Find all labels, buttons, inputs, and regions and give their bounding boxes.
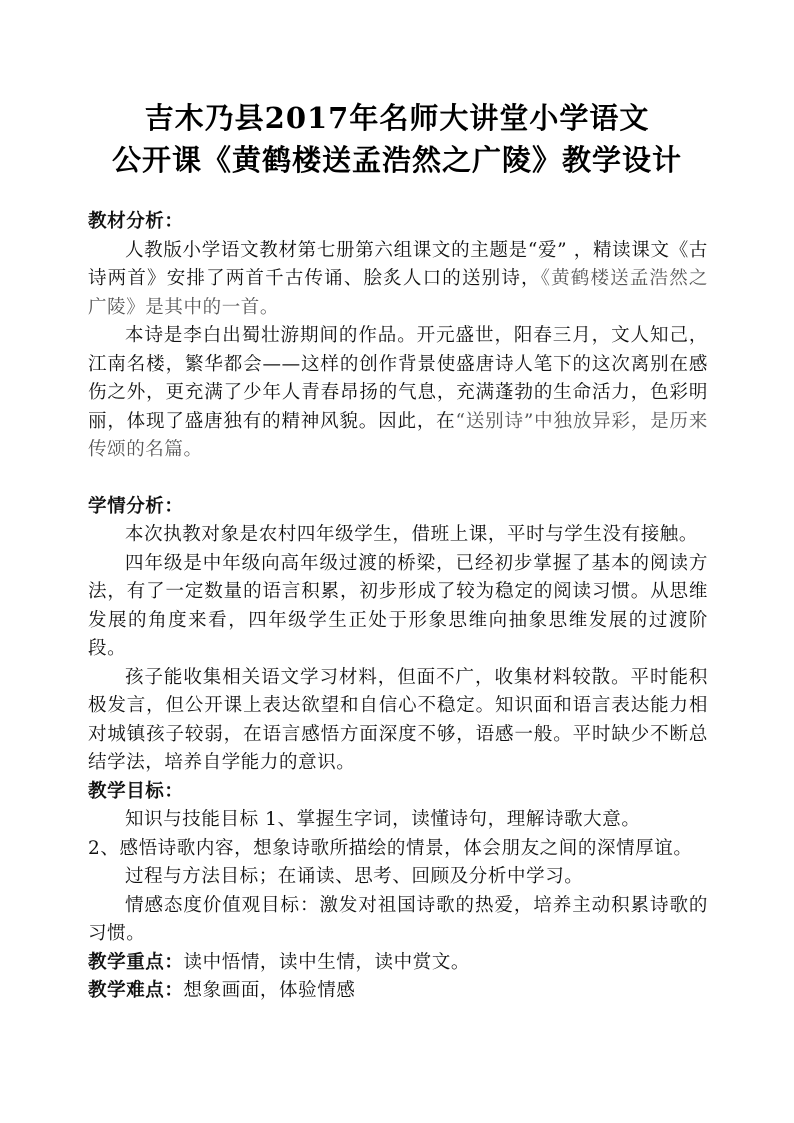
paragraph — [88, 322, 708, 465]
key-point-label: 教学重点： — [88, 951, 184, 973]
paragraph — [88, 237, 708, 323]
document-body — [88, 208, 708, 1006]
difficult-point-label: 教学难点： — [88, 980, 184, 1001]
document-title-line1: 吉木乃县2017年名师大讲堂小学语文 — [144, 101, 650, 135]
paragraph: 本次执教对象是农村四年级学生，借班上课，平时与学生没有接触。 — [125, 524, 699, 545]
paragraph-text-gray: “送别诗”中独放异彩，是历来传颂的名篇。 — [88, 410, 708, 460]
paragraph: 四年级是中年级向高年级过渡的桥梁，已经初步掌握了基本的阅读方法，有了一定数量的语言积累，初步形成了较为稳定的阅读习惯。从思维发展的角度来看，四年级学生正处于形象思维向抽象思维发展的过渡阶段。 — [88, 552, 708, 659]
paragraph: 知识与技能目标 1、掌握生字词，读懂诗句，理解诗歌大意。 — [125, 809, 641, 830]
section-heading-jiaocai: 教材分析： — [88, 211, 184, 232]
paragraph: 孩子能收集相关语文学习材料，但面不广，收集材料较散。平时能积极发言，但公开课上表达欲望和自信心不稳定。知识面和语言表达能力相对城镇孩子较弱，在语言感悟方面深度不够，语感一般。平时缺少不断总结学法，培养自学能力的意识。 — [88, 666, 708, 773]
key-point-line — [88, 949, 708, 978]
difficult-point-line — [88, 977, 708, 1006]
section-heading-xueqing: 学情分析： — [88, 495, 184, 517]
paragraph-text: 人教版小学语文教材第七册第六组课文的主题是“爱” ，精读课文《古诗两首》安排了两首千古传诵、脍炙人口的送别诗， — [88, 239, 708, 289]
section-heading-mubiao: 教学目标： — [88, 780, 184, 802]
key-point-text: 读中悟情，读中生情，读中赏文。 — [183, 951, 471, 973]
paragraph-text-gray: 《黄鹤楼送孟浩然之广陵》是其中的一首。 — [88, 268, 708, 318]
paragraph: 2、感悟诗歌内容，想象诗歌所描绘的情景，体会朋友之间的深情厚谊。 — [88, 837, 693, 859]
spacer — [88, 465, 708, 493]
document-title-line2: 公开课《黄鹤楼送孟浩然之广陵》教学设计 — [111, 143, 682, 177]
paragraph: 过程与方法目标；在诵读、思考、回顾及分析中学习。 — [125, 866, 584, 887]
paragraph: 情感态度价值观目标：激发对祖国诗歌的热爱，培养主动积累诗歌的习惯。 — [88, 894, 708, 944]
difficult-point-text: 想象画面，体验情感 — [183, 980, 356, 1001]
paragraph-text: 本诗是李白出蜀壮游期间的作品。开元盛世，阳春三月，文人知己，江南名楼，繁华都会——这样的创作背景使盛唐诗人笔下的这次离别在感伤之外，更充满了少年人青春昂扬的气息，充满蓬勃的生命活力，色彩明丽，体现了盛唐独有的精神风貌。因此，在 — [88, 325, 708, 432]
